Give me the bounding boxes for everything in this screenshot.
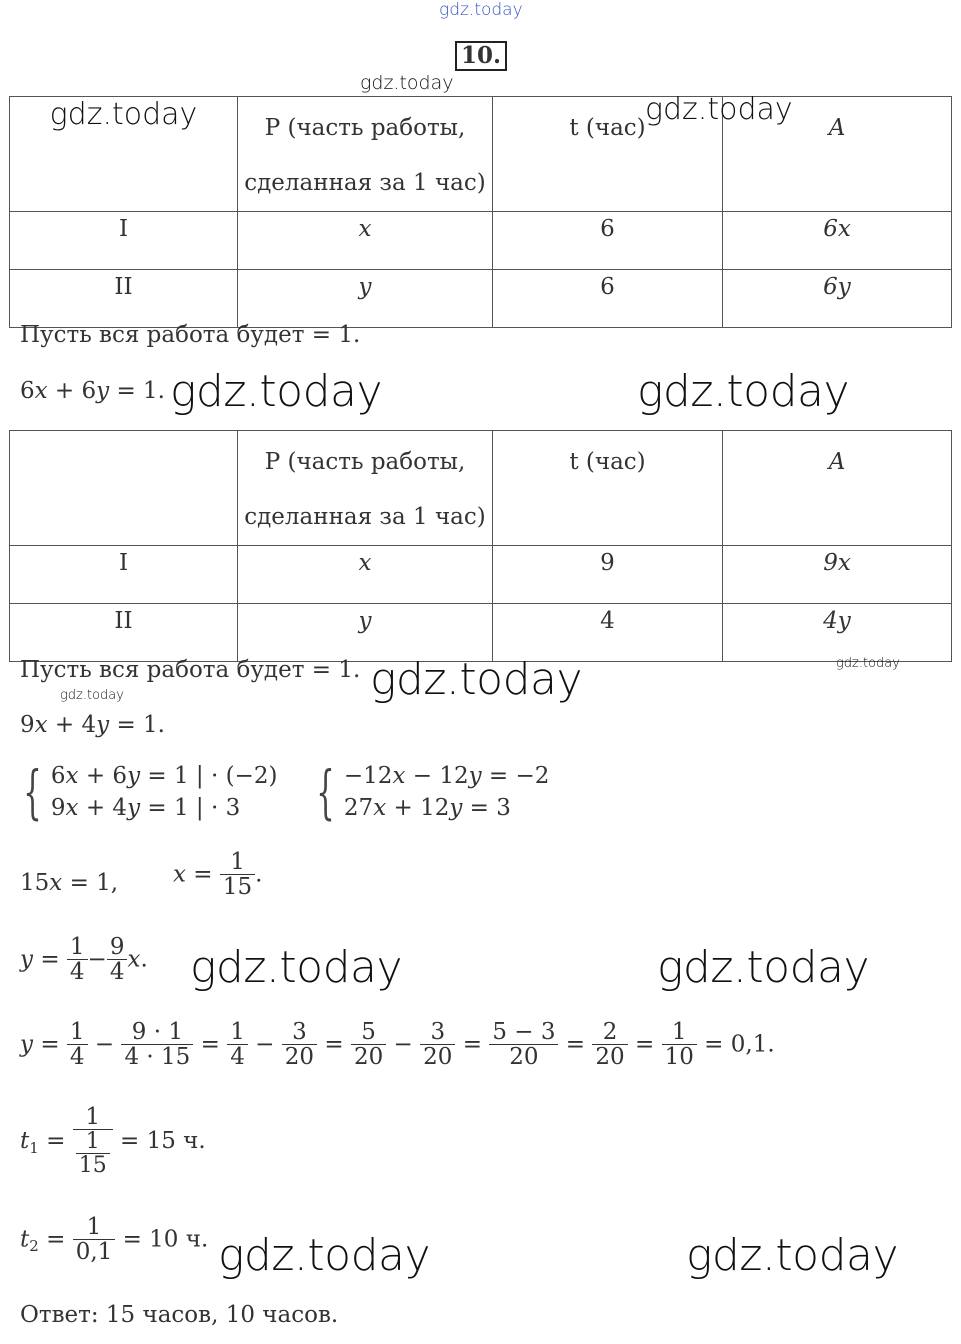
table-header-cell: A (723, 431, 952, 546)
watermark: gdz.today (170, 366, 383, 417)
table-header-cell: gdz.today (10, 97, 238, 212)
table-cell: 6 (493, 212, 723, 270)
table-cell: I (10, 546, 238, 604)
watermark: gdz.today (645, 92, 793, 127)
table-cell: 6 (493, 270, 723, 328)
system-2: { −12x − 12y = −2 27x + 12y = 3 (316, 758, 550, 826)
watermark: gdz.today (60, 688, 124, 703)
problem-number: 10. (455, 41, 507, 71)
table-header-cell: P (часть работы, сделанная за 1 час) (238, 97, 493, 212)
watermark: gdz.today (360, 72, 454, 94)
x-value: x = $\frac{1}{15}$ . (173, 849, 263, 901)
brace-icon: { (316, 758, 335, 826)
watermark: gdz.today (686, 1230, 899, 1281)
t1-calculation: $t_1$ = $\frac{1}{\frac{1}{15}}$ = 15 ч. (20, 1104, 206, 1179)
table-cell: 6x (723, 212, 952, 270)
table-cell: II (10, 270, 238, 328)
work-table-1 (9, 96, 952, 328)
system-1: { 6x + 6y = 1 | · (−2) 9x + 4y = 1 | · 3 (23, 758, 278, 826)
watermark: gdz.today (657, 942, 870, 993)
solve-x: 15x = 1, (20, 870, 119, 896)
table-cell: 4 (493, 604, 723, 662)
brace-icon: { (23, 758, 42, 826)
y-expression: y = $\frac{1}{4}$ − $\frac{9}{4}$ x. (20, 934, 148, 986)
watermark: gdz.today (218, 1230, 431, 1281)
table-header-cell: t (час) (493, 431, 723, 546)
work-table-2 (9, 430, 952, 662)
y-calculation: y = $\frac{1}{4}$ − $\frac{9 \cdot 1}{4 \cdot 15}$ = $\frac{1}{4}$ − $\frac{3}{20}$ = $\frac{5}{20}$ − $\frac{3}{20}$ = $\frac{5 - 3}{20}$ = $\frac{2}{20}$ = $\frac{1}{10}$ = 0,1. (20, 1019, 775, 1071)
answer: Ответ: 15 часов, 10 часов. (20, 1302, 339, 1328)
table-header-cell: t (час) (493, 97, 723, 212)
table-cell: 9 (493, 546, 723, 604)
table-cell: I (10, 212, 238, 270)
table-cell: II (10, 604, 238, 662)
table-cell: 6y (723, 270, 952, 328)
table-cell: y (238, 270, 493, 328)
table-header-cell (10, 431, 238, 546)
let-whole-work-1: Пусть вся работа будет = 1. (20, 322, 361, 348)
equation-1: 6x + 6y = 1. (20, 378, 165, 404)
table-cell: 9x (723, 546, 952, 604)
table-header-cell: P (часть работы, сделанная за 1 час) (238, 431, 493, 546)
watermark-top: gdz.today (439, 0, 523, 20)
table-cell: x (238, 212, 493, 270)
table-cell: x (238, 546, 493, 604)
watermark: gdz.today (370, 654, 583, 705)
table-header-cell: A (723, 97, 952, 212)
table-cell: y (238, 604, 493, 662)
equation-2: 9x + 4y = 1. (20, 712, 165, 738)
watermark: gdz.today (190, 942, 403, 993)
t2-calculation: $t_2$ = $\frac{1}{0,1}$ = 10 ч. (20, 1214, 209, 1266)
table-cell: 4y (723, 604, 952, 662)
let-whole-work-2: Пусть вся работа будет = 1. (20, 657, 361, 683)
watermark: gdz.today (836, 656, 900, 671)
watermark: gdz.today (637, 366, 850, 417)
